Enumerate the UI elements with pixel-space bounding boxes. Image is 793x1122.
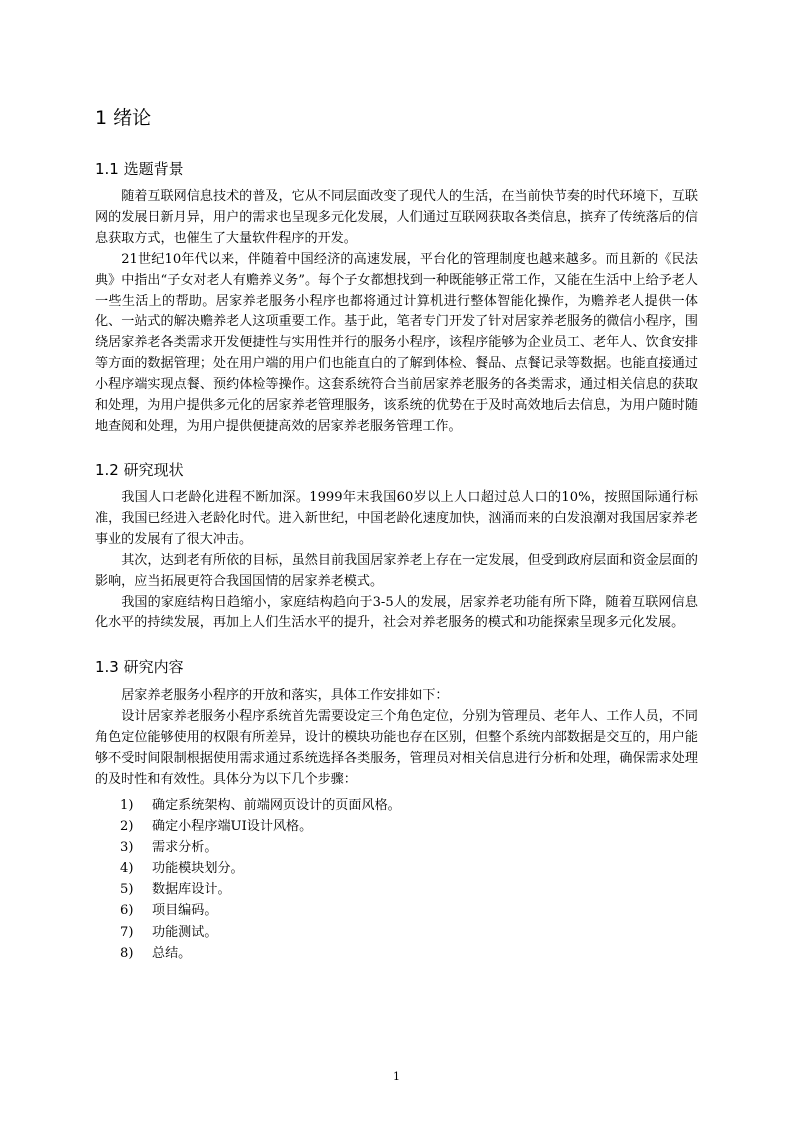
section-body-status <box>95 488 698 634</box>
list-item-text: 数据库设计。 <box>152 882 231 898</box>
list-item-number: 8) <box>120 945 134 961</box>
list-item <box>120 900 401 921</box>
paragraph: 我国的家庭结构日趋缩小，家庭结构趋向于3-5人的发展，居家养老功能有所下降，随着互联网信息化水平的持续发展，再加上人们生活水平的提升，社会对养老服务的模式和功能探索呈现多元化发展。 <box>95 594 698 631</box>
list-item <box>120 922 401 943</box>
list-item <box>120 858 401 879</box>
page-number: 1 <box>393 1070 400 1083</box>
list-item-text: 确定小程序端UI设计风格。 <box>152 819 313 835</box>
paragraph: 其次，达到老有所依的目标，虽然目前我国居家养老上存在一定发展，但受到政府层面和资金层面的影响，应当拓展更符合我国国情的居家养老模式。 <box>95 552 698 589</box>
list-item-number: 3) <box>120 840 134 856</box>
list-item-number: 4) <box>120 861 134 877</box>
paragraph: 21世纪10年代以来，伴随着中国经济的高速发展，平台化的管理制度也越来越多。而且新的《民法典》中指出“子女对老人有赡养义务”。每个子女都想找到一种既能够正常工作，又能在生活中上给予老人一些生活上的帮助。居家养老服务小程序也都将通过计算机进行整体智能化操作，为赡养老人提供一体化、一站式的解决赡养老人这项重要工作。基于此，笔者专门开发了针对居家养老服务的微信小程序，围绕居家养老各类需求开发便捷性与实用性并行的服务小程序，该程序能够为企业员工、老年人、饮食安排等方面的数据管理；处在用户端的用户们也能直白的了解到体检、餐品、点餐记录等数据。也能直接通过小程序端实现点餐、预约体检等操作。这套系统符合当前居家养老服务的各类需求，通过相关信息的获取和处理，为用户提供多元化的居家养老管理服务，该系统的优势在于及时高效地后去信息，为用户随时随地查阅和处理，为用户提供便捷高效的居家养老服务管理工作。 <box>95 251 698 434</box>
list-item-text: 总结。 <box>152 945 192 961</box>
list-item <box>120 879 401 900</box>
section-title-status: 1.2 研究现状 <box>95 461 184 479</box>
list-item <box>120 816 401 837</box>
section-title-background: 1.1 选题背景 <box>95 160 184 178</box>
section-title-content: 1.3 研究内容 <box>95 658 184 676</box>
list-item-number: 5) <box>120 882 134 898</box>
list-item-text: 功能模块划分。 <box>152 861 244 877</box>
list-item-number: 2) <box>120 819 134 835</box>
chapter-title: 1 绪论 <box>95 107 152 129</box>
section-body-content <box>95 686 698 791</box>
list-item-text: 项目编码。 <box>152 903 218 919</box>
list-item-text: 确定系统架构、前端网页设计的页面风格。 <box>152 798 401 813</box>
paragraph: 设计居家养老服务小程序系统首先需要设定三个角色定位，分别为管理员、老年人、工作人员，不同角色定位能够使用的权限有所差异，设计的模块功能也存在区别，但整个系统内部数据是交互的，用户能够不受时间限制根据使用需求通过系统选择各类服务，管理员对相关信息进行分析和处理，确保需求处理的及时性和有效性。具体分为以下几个步骤： <box>95 708 698 787</box>
list-item-number: 1) <box>120 798 134 813</box>
paragraph: 居家养老服务小程序的开放和落实，具体工作安排如下： <box>121 688 449 703</box>
list-item-text: 需求分析。 <box>152 840 218 856</box>
steps-list <box>120 795 401 964</box>
list-item-number: 7) <box>120 924 134 940</box>
paragraph: 我国人口老龄化进程不断加深。1999年末我国60岁以上人口超过总人口的10%，按照国际通行标准，我国已经进入老龄化时代。进入新世纪，中国老龄化速度加快，汹涌而来的白发浪潮对我国居家养老事业的发展有了很大冲击。 <box>95 490 698 547</box>
list-item <box>120 943 401 964</box>
list-item <box>120 795 401 816</box>
list-item-number: 6) <box>120 903 134 919</box>
section-body-background <box>95 187 698 438</box>
paragraph: 随着互联网信息技术的普及，它从不同层面改变了现代人的生活，在当前快节奏的时代环境下，互联网的发展日新月异，用户的需求也呈现多元化发展，人们通过互联网获取各类信息，摈弃了传统落后的信息获取方式，也催生了大量软件程序的开发。 <box>95 189 698 246</box>
list-item-text: 功能测试。 <box>152 924 218 940</box>
list-item <box>120 837 401 858</box>
